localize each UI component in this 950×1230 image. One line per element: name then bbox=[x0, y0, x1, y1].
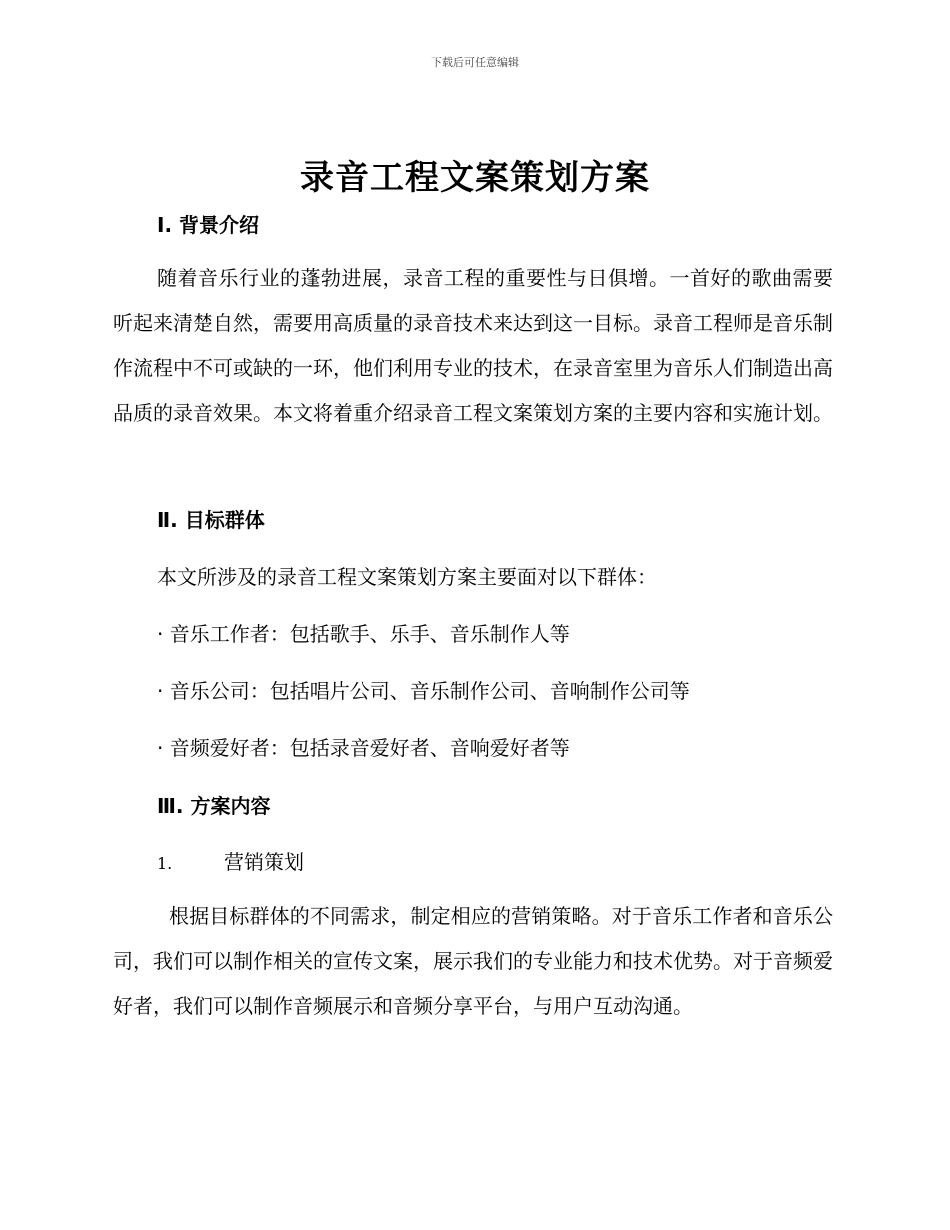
section-heading-target-groups: Ⅱ. 目标群体 bbox=[157, 508, 265, 532]
subsection-marketing bbox=[157, 846, 304, 875]
target-group-item: · 音乐公司：包括唱片公司、音乐制作公司、音响制作公司等 bbox=[157, 679, 690, 703]
section-heading-plan-content: Ⅲ. 方案内容 bbox=[157, 794, 271, 818]
subsection-number: 1. bbox=[157, 854, 173, 873]
document-title: 录音工程文案策划方案 bbox=[300, 158, 650, 198]
target-groups-intro: 本文所涉及的录音工程文案策划方案主要面对以下群体： bbox=[157, 565, 657, 589]
subsection-label: 营销策划 bbox=[224, 850, 304, 874]
target-group-item: · 音频爱好者：包括录音爱好者、音响爱好者等 bbox=[157, 736, 570, 760]
header-note: 下载后可任意编辑 bbox=[431, 56, 519, 69]
marketing-paragraph: 根据目标群体的不同需求，制定相应的营销策略。对于音乐工作者和音乐公司，我们可以制作相关的宣传文案，展示我们的专业能力和技术优势。对于音频爱好者，我们可以制作音频展示和音频分享平台，与用户互动沟通。 bbox=[113, 904, 833, 1018]
target-group-item: · 音乐工作者：包括歌手、乐手、音乐制作人等 bbox=[157, 622, 570, 646]
section-heading-background: Ⅰ. 背景介绍 bbox=[157, 213, 260, 237]
background-paragraph: 随着音乐行业的蓬勃进展，录音工程的重要性与日俱增。一首好的歌曲需要听起来清楚自然，需要用高质量的录音技术来达到这一目标。录音工程师是音乐制作流程中不可或缺的一环，他们利用专业的技术，在录音室里为音乐人们制造出高品质的录音效果。本文将着重介绍录音工程文案策划方案的主要内容和实施计划。 bbox=[113, 266, 833, 425]
